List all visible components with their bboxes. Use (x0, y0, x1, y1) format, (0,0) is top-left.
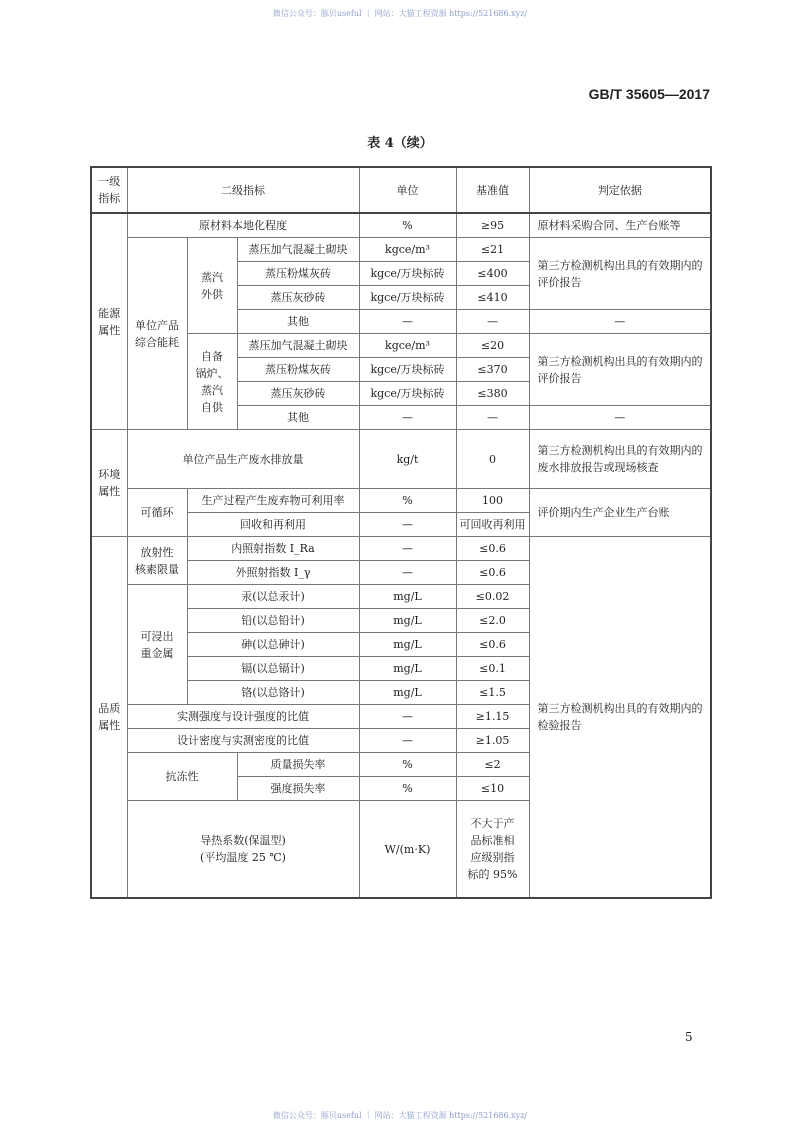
table-cell: ≤400 (456, 262, 529, 286)
table-cell: mg/L (359, 681, 456, 705)
table-cell: 自备 锅炉、 蒸汽 自供 (187, 334, 237, 430)
table-cell: kgce/万块标砖 (359, 286, 456, 310)
watermark-bottom: 微信公众号：豚贝useful ｜ 网站：大猫工程资源 https://521686.xyz/ (272, 1111, 528, 1120)
indicator-table (90, 166, 712, 899)
table-cell: % (359, 489, 456, 513)
table-cell: ≤0.6 (456, 537, 529, 561)
table-cell: 导热系数(保温型) (平均温度 25 ℃) (127, 801, 359, 899)
header-cell: 基准值 (456, 167, 529, 213)
table-cell: — (456, 310, 529, 334)
table-cell: ≤0.6 (456, 561, 529, 585)
table-cell: — (456, 406, 529, 430)
table-cell: % (359, 777, 456, 801)
table-cell: 砷(以总砷计) (187, 633, 359, 657)
table-cell: ≤370 (456, 358, 529, 382)
table-cell: 第三方检测机构出具的有效期内的废水排放报告或现场核查 (529, 430, 711, 489)
table-cell: ≤410 (456, 286, 529, 310)
table-cell: ≤2.0 (456, 609, 529, 633)
table-cell: ≥95 (456, 213, 529, 238)
table-cell: ≤0.1 (456, 657, 529, 681)
table-cell: ≤1.5 (456, 681, 529, 705)
table-cell: 能源 属性 (91, 213, 127, 430)
table-cell: kgce/万块标砖 (359, 358, 456, 382)
table-cell: 质量损失率 (237, 753, 359, 777)
table-cell: 100 (456, 489, 529, 513)
table-cell: — (529, 310, 711, 334)
table-cell: 外照射指数 I_γ (187, 561, 359, 585)
table-cell: 单位产品 综合能耗 (127, 238, 187, 430)
table-cell: — (359, 705, 456, 729)
table-cell: — (359, 406, 456, 430)
table-cell: 内照射指数 I_Ra (187, 537, 359, 561)
table-header-row (91, 167, 711, 213)
table-cell: 设计密度与实测密度的比值 (127, 729, 359, 753)
table-cell: 蒸压灰砂砖 (237, 382, 359, 406)
table-cell: kgce/m³ (359, 238, 456, 262)
table-row (91, 238, 711, 262)
header-cell: 单位 (359, 167, 456, 213)
table-cell: 放射性 核素限量 (127, 537, 187, 585)
table-caption: 表 4（续） (367, 136, 433, 151)
table-cell: kgce/万块标砖 (359, 382, 456, 406)
table-row (91, 537, 711, 561)
table-cell: 可回收再利用 (456, 513, 529, 537)
table-cell: — (529, 406, 711, 430)
table-cell: ≤2 (456, 753, 529, 777)
table-row (91, 430, 711, 489)
table-cell: 蒸压粉煤灰砖 (237, 358, 359, 382)
table-cell: — (359, 310, 456, 334)
table-row (91, 489, 711, 513)
table-cell: 铅(以总铅计) (187, 609, 359, 633)
table-cell: 蒸汽 外供 (187, 238, 237, 334)
table-cell: ≤20 (456, 334, 529, 358)
table-cell: 蒸压灰砂砖 (237, 286, 359, 310)
page-number: 5 (685, 1030, 693, 1044)
table-cell: mg/L (359, 585, 456, 609)
table-cell: 蒸压加气混凝土砌块 (237, 334, 359, 358)
table-cell: 环境 属性 (91, 430, 127, 537)
table-cell: 品质 属性 (91, 537, 127, 899)
table-cell: 单位产品生产废水排放量 (127, 430, 359, 489)
table-cell: ≤380 (456, 382, 529, 406)
table-cell: 铬(以总铬计) (187, 681, 359, 705)
table-cell: mg/L (359, 657, 456, 681)
table-cell: 其他 (237, 406, 359, 430)
table-cell: 0 (456, 430, 529, 489)
table-cell: kgce/万块标砖 (359, 262, 456, 286)
table-cell: 不大于产 品标准相 应级别指 标的 95% (456, 801, 529, 899)
table-cell: — (359, 513, 456, 537)
table-cell: ≤0.6 (456, 633, 529, 657)
watermark-top: 微信公众号：豚贝useful ｜ 网站：大猫工程资源 https://521686.xyz/ (272, 9, 528, 18)
table-cell: 抗冻性 (127, 753, 237, 801)
table-cell: 第三方检测机构出具的有效期内的评价报告 (529, 334, 711, 406)
table-cell: 回收和再利用 (187, 513, 359, 537)
table-cell: 镉(以总镉计) (187, 657, 359, 681)
table-cell: mg/L (359, 633, 456, 657)
table-cell: kg/t (359, 430, 456, 489)
table-cell: % (359, 213, 456, 238)
table-cell: — (359, 561, 456, 585)
table-cell: 可浸出 重金属 (127, 585, 187, 705)
table-cell: 原材料本地化程度 (127, 213, 359, 238)
table-cell: ≥1.15 (456, 705, 529, 729)
table-cell: ≥1.05 (456, 729, 529, 753)
table-cell: W/(m·K) (359, 801, 456, 899)
table-cell: ≤0.02 (456, 585, 529, 609)
table-cell: 蒸压粉煤灰砖 (237, 262, 359, 286)
table-cell: 其他 (237, 310, 359, 334)
table-cell: 生产过程产生废弃物可利用率 (187, 489, 359, 513)
table-cell: 可循环 (127, 489, 187, 537)
table-cell: 实测强度与设计强度的比值 (127, 705, 359, 729)
table-cell: — (359, 537, 456, 561)
table-cell: — (359, 729, 456, 753)
table-cell: 第三方检测机构出具的有效期内的评价报告 (529, 238, 711, 310)
table-cell: ≤10 (456, 777, 529, 801)
table-cell: 第三方检测机构出具的有效期内的检验报告 (529, 537, 711, 899)
table-cell: kgce/m³ (359, 334, 456, 358)
header-cell: 判定依据 (529, 167, 711, 213)
table-row (91, 213, 711, 238)
table-cell: 蒸压加气混凝土砌块 (237, 238, 359, 262)
table-cell: 强度损失率 (237, 777, 359, 801)
table-cell: 原材料采购合同、生产台账等 (529, 213, 711, 238)
table-cell: ≤21 (456, 238, 529, 262)
table-cell: % (359, 753, 456, 777)
table-cell: mg/L (359, 609, 456, 633)
header-cell: 一级 指标 (91, 167, 127, 213)
table-cell: 评价期内生产企业生产台账 (529, 489, 711, 537)
standard-number: GB/T 35605—2017 (588, 86, 710, 102)
header-cell: 二级指标 (127, 167, 359, 213)
table-cell: 汞(以总汞计) (187, 585, 359, 609)
